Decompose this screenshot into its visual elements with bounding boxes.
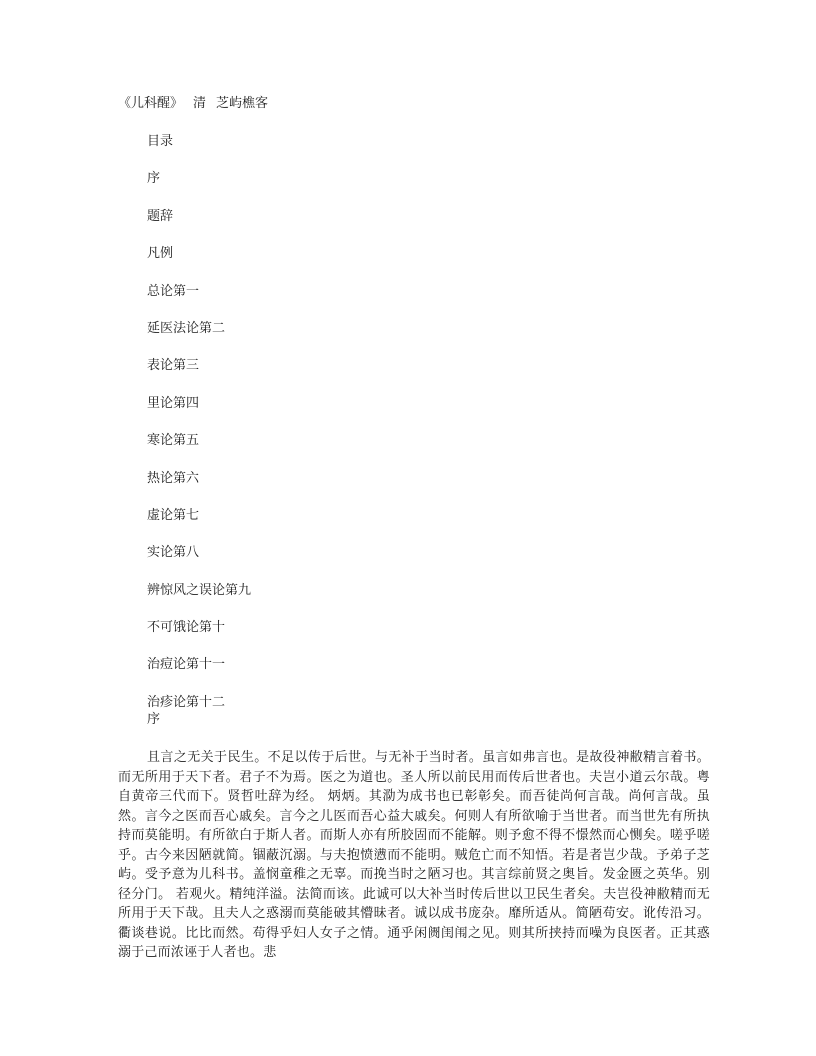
toc-item: 目录 — [147, 134, 174, 149]
toc-item: 序 — [147, 171, 161, 187]
book-title: 《儿科醒》 — [118, 96, 184, 111]
toc-item: 凡例 — [147, 246, 174, 262]
preface-paragraph: 且言之无关于民生。不足以传于后世。与无补于当时者。虽言如弗言也。是故役神敝精言着书。而无所用于天下者。君子不为焉。医之为道也。圣人所以前民用而传后世者也。夫岂小道云尔哉。粤自黄帝三代而下。贤哲吐辞为经。 炳炳。其泐为成书也已彰彰矣。而吾徒尚何言哉。尚何言哉。虽然。言今之医而吾心戚矣。言今之儿医而吾心益大戚矣。何则人有所欲喻于当世者。而当世先有所执持而莫能明。有所欲白于斯人者。而斯人亦有所胶固而不能解。则予愈不得不憬然而心恻矣。嗟乎嗟乎。古今来因陋就简。锢蔽沉溺。与夫抱愤懑而不能明。贼危亡而不知悟。若是者岂少哉。予弟子芝屿。受予意为儿科书。盖悯童稚之无辜。而挽当时之陋习也。其言综前贤之奥旨。发金匮之英华。别径分门。 若观火。精纯洋溢。法简而该。此诚可以大补当时传后世以卫民生者矣。夫岂役神敝精而无所用于天下哉。且夫人之惑溺而莫能破其懵昧者。诚以成书庞杂。靡所适从。简陋苟安。讹传沿习。衢谈巷说。比比而然。苟得乎妇人女子之情。通乎闲阓闺闱之见。则其所挟持而噪为良医者。正其惑溺于己而浓诬于人者也。悲 — [118, 750, 710, 960]
table-of-contents — [147, 134, 251, 732]
toc-item: 辨惊风之误论第九 — [147, 582, 252, 598]
toc-item: 治痘论第十一 — [147, 657, 226, 673]
preface-heading: 序 — [147, 712, 161, 727]
toc-item: 题辞 — [147, 208, 174, 224]
author-name: 芝屿樵客 — [216, 96, 269, 111]
toc-item: 不可饿论第十 — [147, 620, 226, 636]
document-title-line — [118, 96, 268, 112]
toc-item: 表论第三 — [147, 358, 200, 374]
toc-item: 里论第四 — [147, 395, 200, 411]
toc-item: 寒论第五 — [147, 433, 200, 449]
dynasty-label: 清 — [193, 96, 207, 111]
toc-item: 治疹论第十二 — [147, 694, 226, 710]
toc-item: 虚论第七 — [147, 507, 200, 523]
toc-item: 延医法论第二 — [147, 320, 226, 336]
toc-item: 总论第一 — [147, 283, 200, 299]
toc-item: 实论第八 — [147, 545, 200, 561]
toc-item: 热论第六 — [147, 470, 200, 486]
